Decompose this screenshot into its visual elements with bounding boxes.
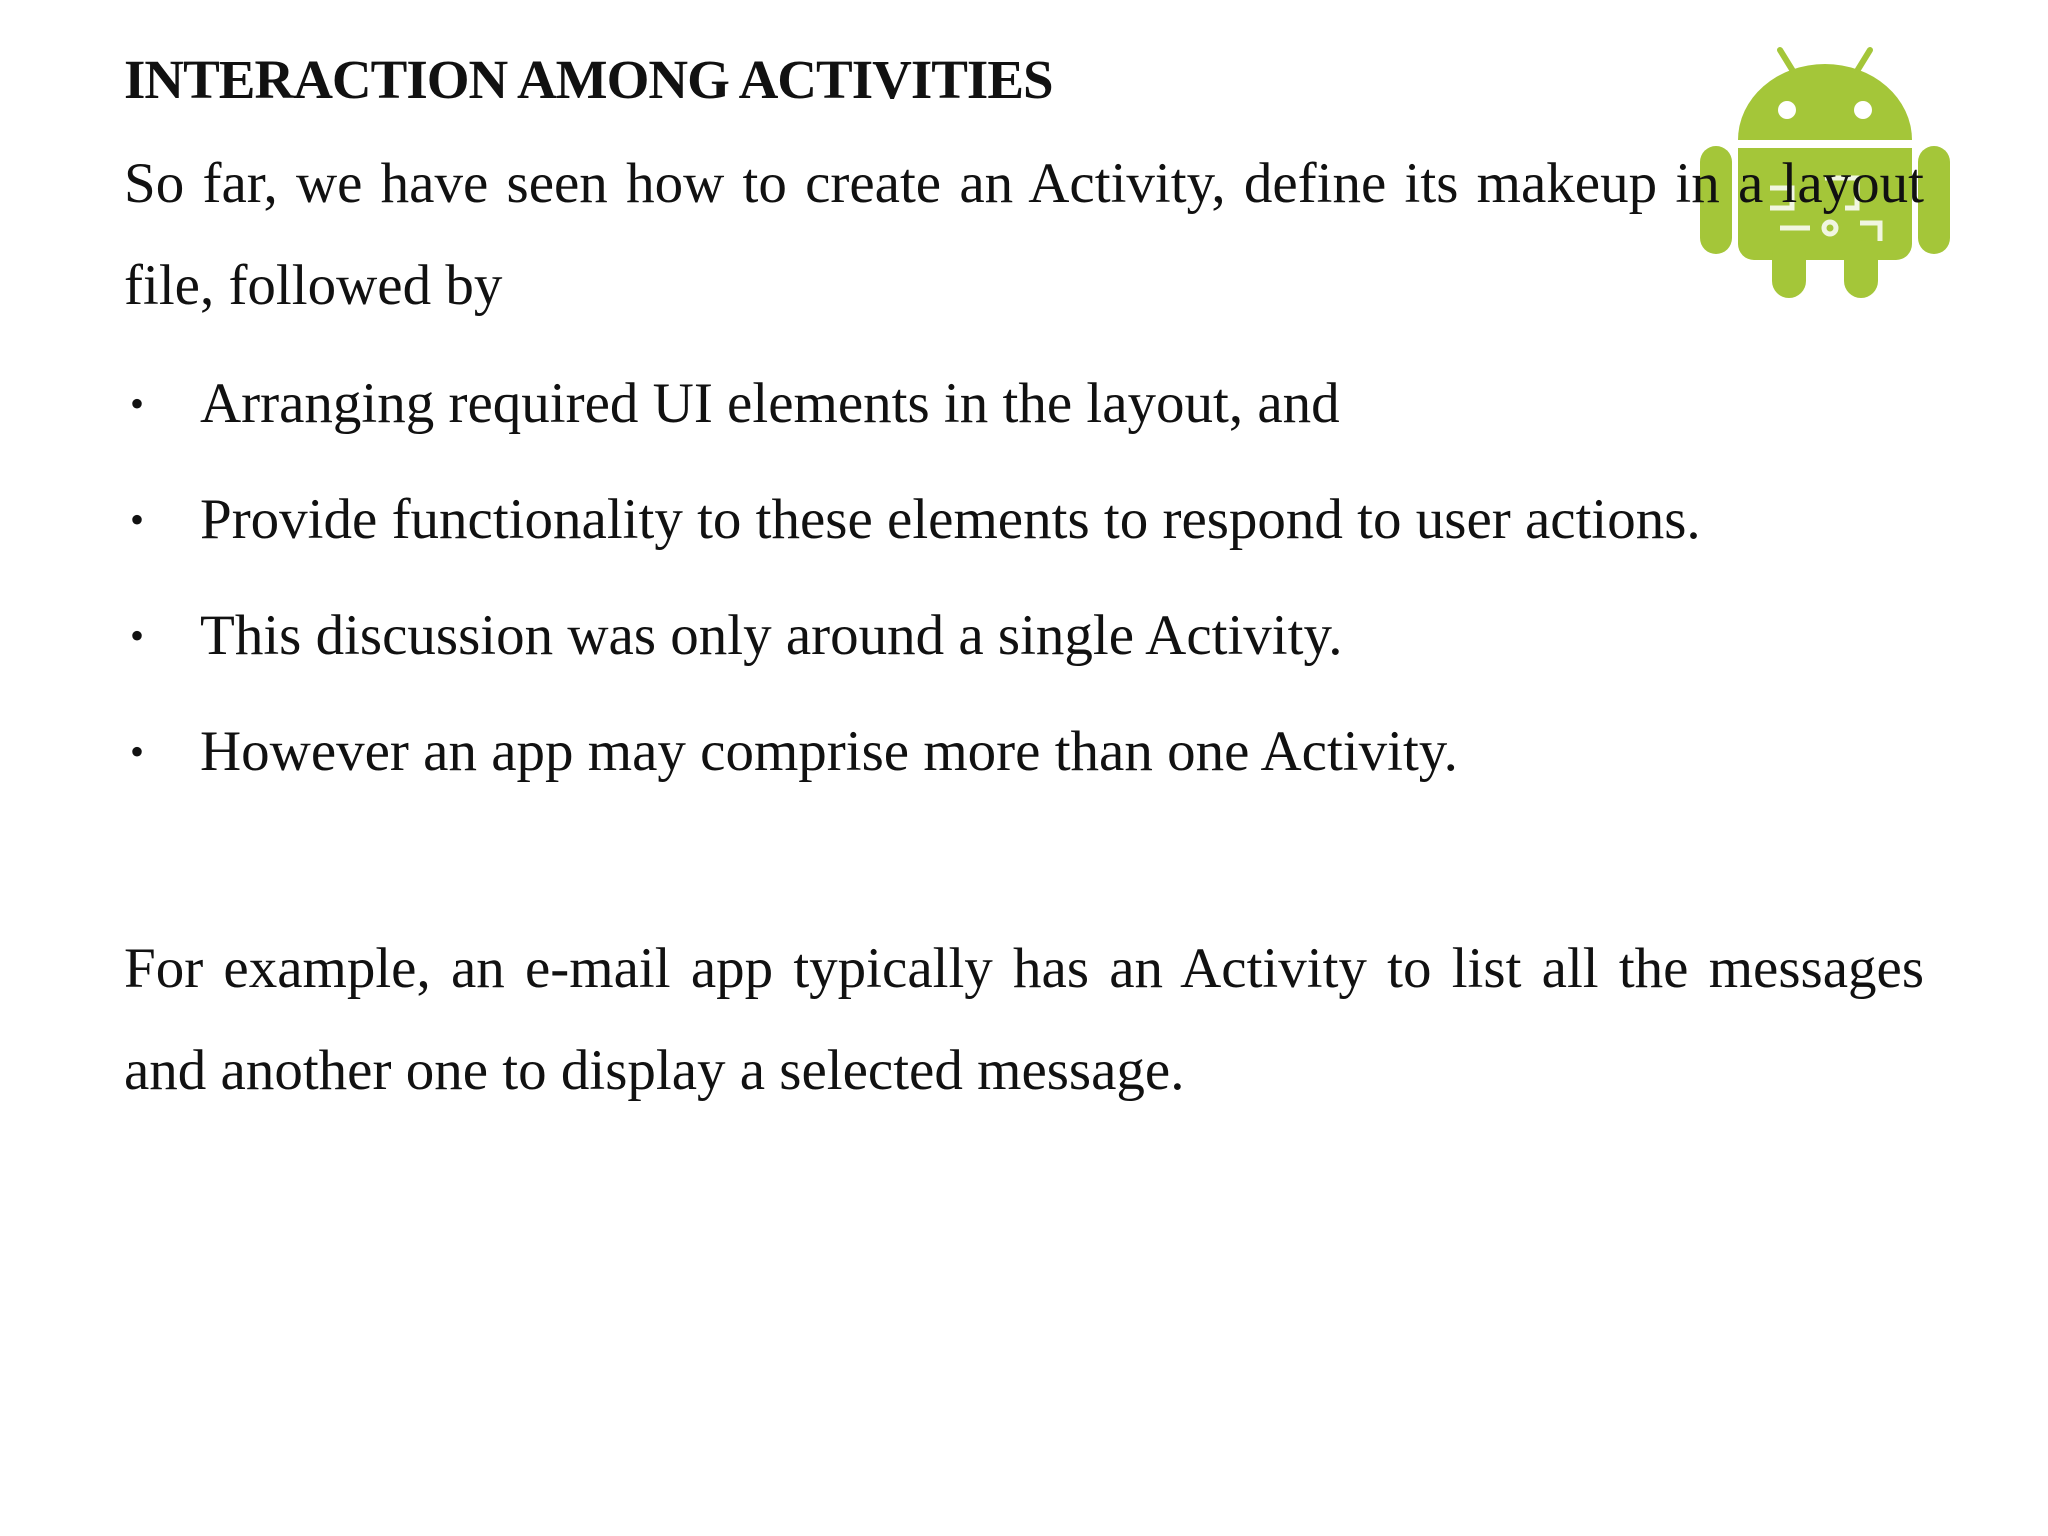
slide-title: INTERACTION AMONG ACTIVITIES (124, 49, 1053, 110)
list-item (124, 701, 1924, 803)
list-item (124, 585, 1924, 687)
bullet-marker: • (130, 613, 145, 658)
bullet-text: This discussion was only around a single Activity. (200, 604, 1343, 667)
intro-paragraph: So far, we have seen how to create an Activity, define its makeup in a layout file, followed by (124, 152, 1924, 317)
bullet-list (124, 353, 1924, 817)
bullet-marker: • (130, 497, 145, 542)
list-item (124, 469, 1924, 571)
bullet-text: Arranging required UI elements in the layout, and (200, 372, 1340, 435)
example-paragraph: For example, an e-mail app typically has an Activity to list all the messages and another one to display a selected message. (124, 937, 1924, 1102)
bullet-text: However an app may comprise more than one Activity. (200, 720, 1458, 783)
bullet-marker: • (130, 381, 145, 426)
bullet-marker: • (130, 729, 145, 774)
bullet-text: Provide functionality to these elements to respond to user actions. (200, 488, 1701, 551)
list-item (124, 353, 1924, 455)
